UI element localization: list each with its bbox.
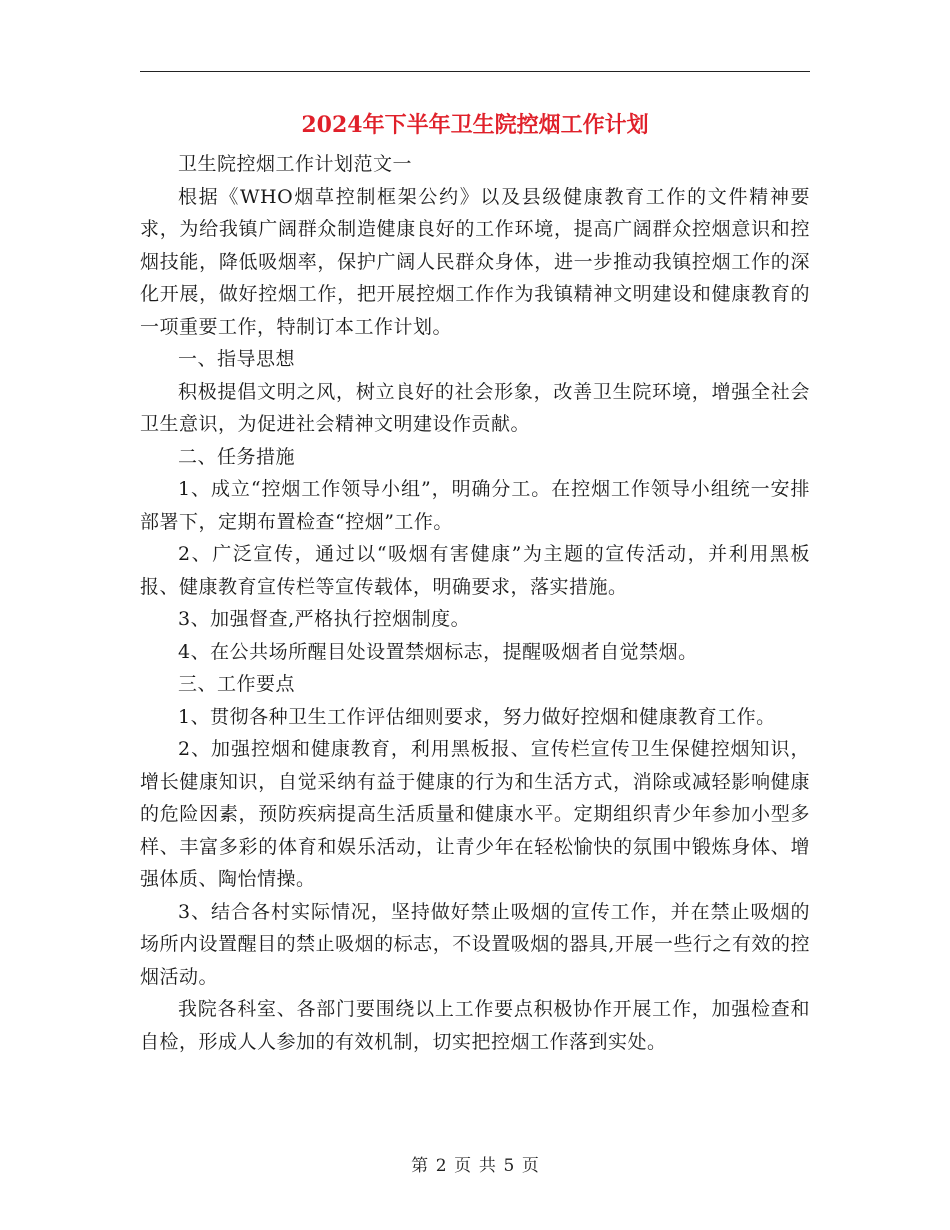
section-heading-measures: 二、任务措施 — [178, 445, 296, 468]
section-heading-guiding-ideology: 一、指导思想 — [178, 348, 296, 370]
footer-page-suffix: 页 — [521, 1156, 539, 1176]
page-number-footer — [0, 1154, 950, 1178]
document-title: 2024年下半年卫生院控烟工作计划 — [301, 112, 649, 138]
footer-current-page: 2 — [435, 1156, 447, 1176]
section-heading-key-points: 三、工作要点 — [178, 673, 296, 695]
footer-page-mid: 页 — [454, 1156, 472, 1176]
footer-total-pages: 5 — [503, 1156, 515, 1176]
paragraph-intro: 根据《WHO烟草控制框架公约》以及县级健康教育工作的文件精神要求，为给我镇广阔群众制造健康良好的工作环境，提高广阔群众控烟意识和控烟技能，降低吸烟率，保护广阔人民群众身体，进一步推动我镇控烟工作的深化开展，做好控烟工作，把开展控烟工作作为我镇精神文明建设和健康教育的一项重要工作，特制订本工作计划。 — [140, 185, 810, 338]
paragraph-measure-2: 2、广泛宣传，通过以“吸烟有害健康”为主题的宣传活动，并利用黑板报、健康教育宣传栏等宣传载体，明确要求，落实措施。 — [140, 543, 810, 598]
document-body — [140, 148, 810, 1058]
paragraph-guiding-ideology: 积极提倡文明之风，树立良好的社会形象，改善卫生院环境，增强全社会卫生意识，为促进社会精神文明建设作贡献。 — [140, 380, 810, 435]
paragraph-conclusion: 我院各科室、各部门要围绕以上工作要点积极协作开展工作，加强检查和自检，形成人人参加的有效机制，切实把控烟工作落到实处。 — [140, 998, 810, 1053]
paragraph-key-point-1: 1、贯彻各种卫生工作评估细则要求，努力做好控烟和健康教育工作。 — [178, 705, 776, 728]
paragraph-key-point-2: 2、加强控烟和健康教育，利用黑板报、宣传栏宣传卫生保健控烟知识，增长健康知识，自觉采纳有益于健康的行为和生活方式，消除或减轻影响健康的危险因素，预防疾病提高生活质量和健康水平。定期组织青少年参加小型多样、丰富多彩的体育和娱乐活动，让青少年在轻松愉快的氛围中锻炼身体、增强体质、陶怡情操。 — [140, 738, 810, 890]
paragraph-subtitle: 卫生院控烟工作计划范文一 — [178, 153, 413, 175]
paragraph-key-point-3: 3、结合各村实际情况，坚持做好禁止吸烟的宣传工作，并在禁止吸烟的场所内设置醒目的禁止吸烟的标志，不设置吸烟的器具,开展一些行之有效的控烟活动。 — [140, 900, 810, 988]
paragraph-measure-4: 4、在公共场所醒目处设置禁烟标志，提醒吸烟者自觉禁烟。 — [178, 640, 698, 663]
header-rule — [140, 71, 810, 72]
footer-total-prefix: 共 — [478, 1156, 496, 1176]
paragraph-measure-1: 1、成立“控烟工作领导小组”，明确分工。在控烟工作领导小组统一安排部署下，定期布置检查“控烟”工作。 — [140, 478, 810, 533]
paragraph-measure-3: 3、加强督查,严格执行控烟制度。 — [178, 608, 471, 630]
footer-page-prefix: 第 — [411, 1156, 429, 1176]
